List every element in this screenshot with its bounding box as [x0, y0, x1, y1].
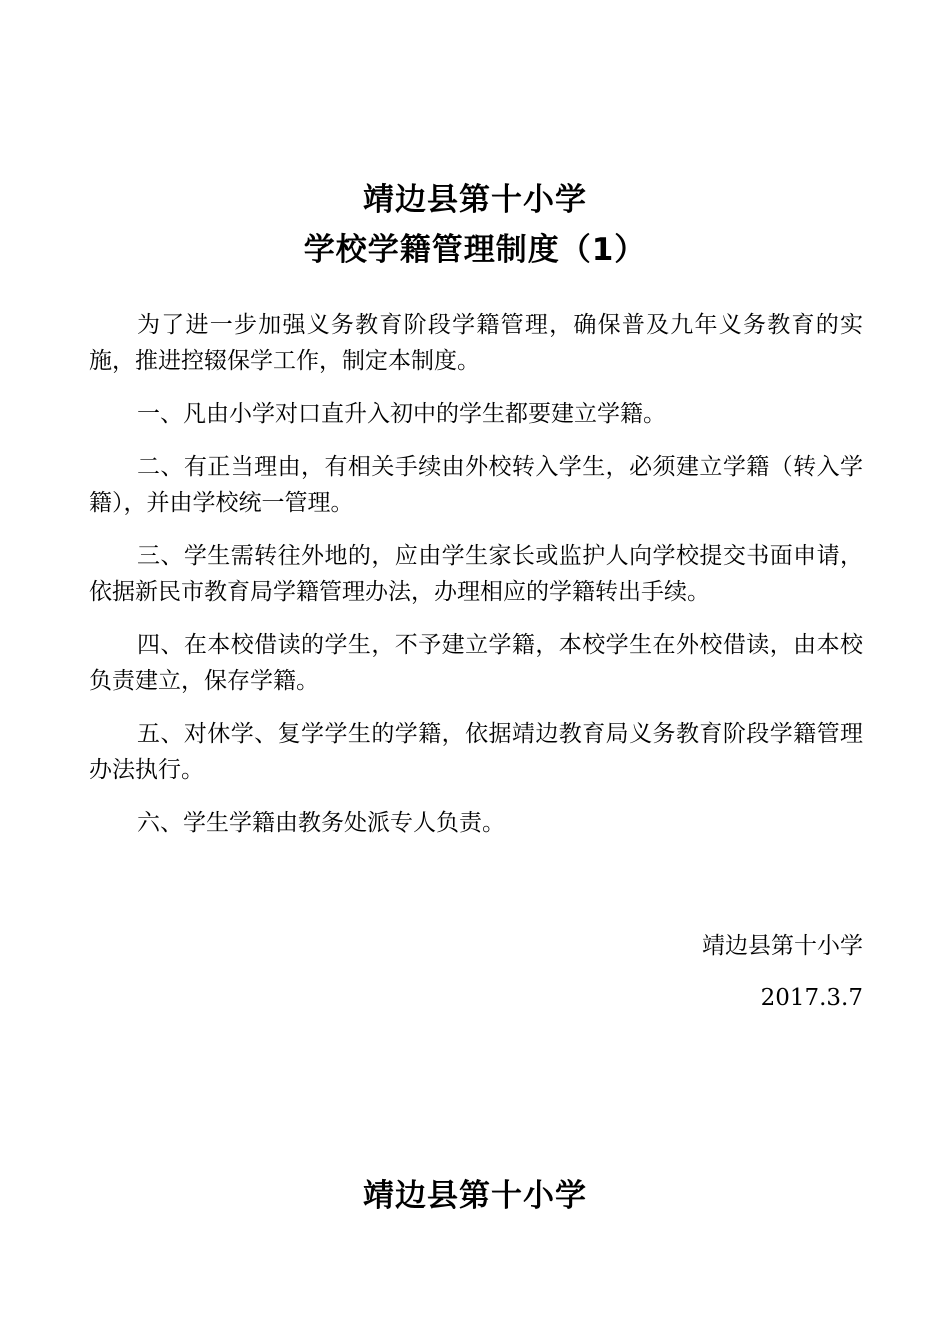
next-page-title: 靖边县第十小学: [363, 1178, 587, 1214]
paragraph-item-2: 二、有正当理由，有相关手续由外校转入学生，必须建立学籍（转入学籍），并由学校统一管理。: [89, 454, 863, 516]
signature-date: 2017.3.7: [760, 985, 863, 1011]
signature-school: 靖边县第十小学: [702, 933, 863, 959]
paragraph-item-5: 五、对休学、复学学生的学籍，依据靖边教育局义务教育阶段学籍管理办法执行。: [89, 721, 863, 783]
document-title-school: 靖边县第十小学: [363, 182, 587, 218]
paragraph-item-6: 六、学生学籍由教务处派专人负责。: [137, 810, 505, 836]
document-body: [89, 307, 863, 858]
paragraph-item-4: 四、在本校借读的学生，不予建立学籍，本校学生在外校借读，由本校负责建立，保存学籍。: [89, 632, 863, 694]
paragraph-intro: 为了进一步加强义务教育阶段学籍管理，确保普及九年义务教育的实施，推进控辍保学工作，制定本制度。: [89, 312, 863, 374]
document-title-regulation: 学校学籍管理制度（1）: [303, 232, 647, 268]
paragraph-item-3: 三、学生需转往外地的，应由学生家长或监护人向学校提交书面申请，依据新民市教育局学籍管理办法，办理相应的学籍转出手续。: [89, 543, 863, 605]
paragraph-item-1: 一、凡由小学对口直升入初中的学生都要建立学籍。: [137, 401, 666, 427]
